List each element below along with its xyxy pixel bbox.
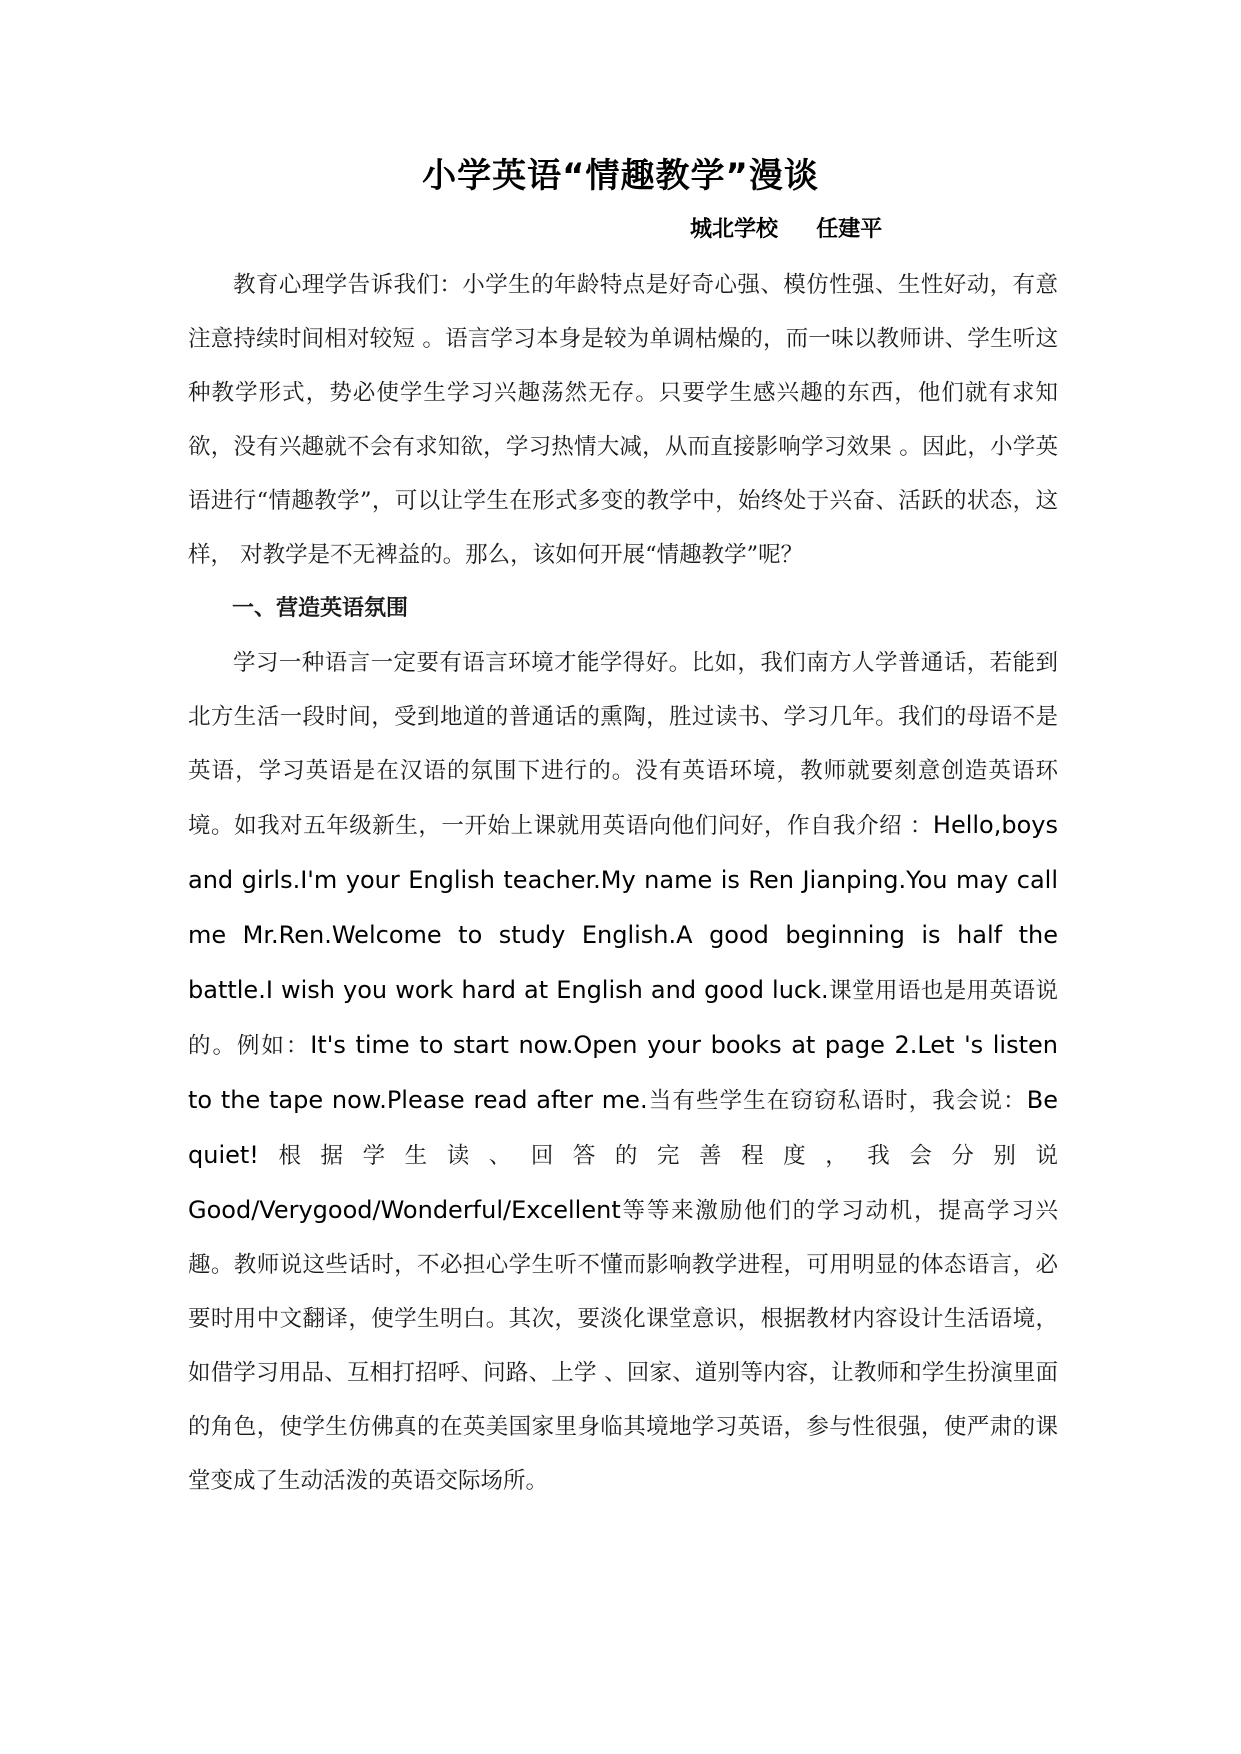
document-body (188, 258, 1058, 1508)
paragraph-text: 课堂用语也是用英语说的。例如： (188, 978, 1058, 1059)
document-title: 小学英语“情趣教学”漫谈 (422, 156, 819, 196)
english-classroom-text: It's time to start now.Open your books at page 2.Let 's listen to the tape now.Please read after me. (188, 1031, 1058, 1114)
paragraph-text: 根据学生读、回答的完善程度，我会分别说 (258, 1143, 1058, 1169)
english-quiet-text: Be quiet! (188, 1086, 1058, 1169)
english-praise-text: Good/Verygood/Wonderful/Excellent (188, 1196, 621, 1224)
paragraph-intro: 教育心理学告诉我们：小学生的年龄特点是好奇心强、模仿性强、生性好动，有意注意持续时间相对较短 。语言学习本身是较为单调枯燥的，而一味以教师讲、学生听这种教学形式，势必使学生学习兴趣荡然无存。只要学生感兴趣的东西，他们就有求知欲，没有兴趣就不会有求知欲，学习热情大减，从而直接影响学习效果 。因此，小学英语进行“情趣教学”，可以让学生在形式多变的教学中，始终处于兴奋、活跃的状态，这样， 对教学是不无裨益的。那么，该如何开展“情趣教学”呢？ (188, 272, 1058, 568)
english-greeting-text: Hello,boys and girls.I'm your English teacher.My name is Ren Jianping.You may call me Mr.Ren.Welcome to study English.A good beginning is half the battle.I wish you work hard at English and good luck. (188, 811, 1058, 1004)
paragraph-text: 学习一种语言一定要有语言环境才能学得好。比如，我们南方人学普通话，若能到北方生活一段时间，受到地道的普通话的熏陶，胜过读书、学习几年。我们的母语不是英语，学习英语是在汉语的氛围下进行的。没有英语环境，教师就要刻意创造英语环境。如我对五年级新生，一开始上课就用英语向他们问好，作自我介绍 ： (188, 650, 1058, 839)
paragraph-text: 当有些学生在窃窃私语时，我会说： (647, 1088, 1027, 1114)
section-heading: 一、营造英语氛围 (232, 596, 409, 621)
paragraph-text: 等等来激励他们的学习动机，提高学习兴趣。教师说这些话时，不必担心学生听不懂而影响教学进程，可用明显的体态语言，必要时用中文翻译，使学生明白。其次，要淡化课堂意识，根据教材内容设计生活语境，如借学习用品、互相打招呼、问路、上学 、回家、道别等内容，让教师和学生扮演里面的角色，使学生仿佛真的在英美国家里身临其境地学习英语，参与性很强，使严肃的课堂变成了生动活泼的英语交际场所。 (188, 1198, 1058, 1494)
author-line: 城北学校 任建平 (690, 217, 883, 242)
paragraph-english-atmosphere (188, 636, 1058, 1508)
